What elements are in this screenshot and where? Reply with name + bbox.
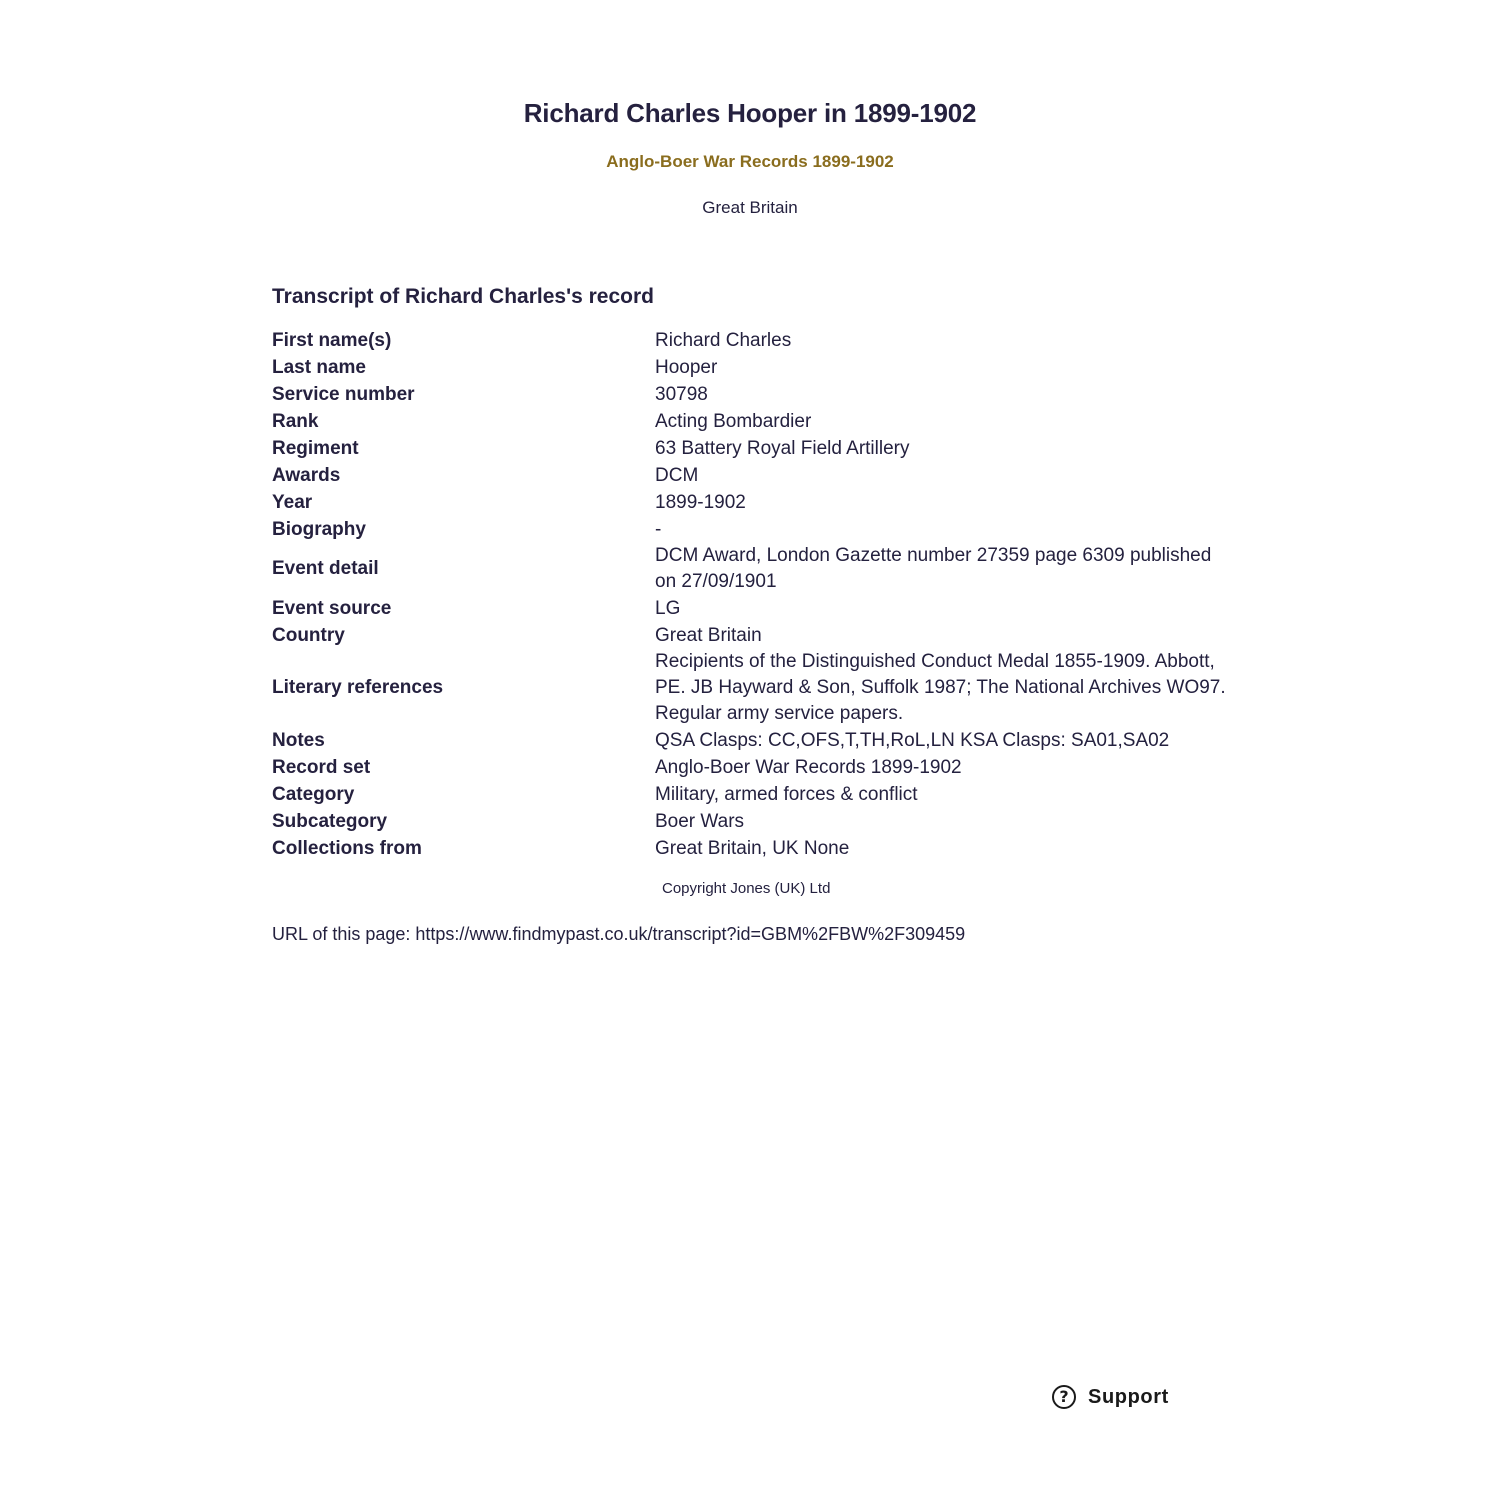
table-row [272,543,1232,595]
table-row [272,381,1232,408]
field-label: Year [272,491,313,513]
field-value: DCM [655,464,699,486]
field-label: Event source [272,597,392,619]
field-value: LG [655,597,681,619]
table-row [272,835,1232,862]
field-value: Recipients of the Distinguished Conduct Medal 1855-1909. Abbott, PE. JB Hayward & Son, Suffolk 1987; The National Archives WO97. Regular army service papers. [655,651,1226,724]
table-row [272,516,1232,543]
field-value: - [655,518,662,540]
field-value: Acting Bombardier [655,410,812,432]
field-value: Richard Charles [655,329,792,351]
table-row [272,754,1232,781]
page-title: Richard Charles Hooper in 1899-1902 [523,98,977,128]
table-row [272,462,1232,489]
field-value: Great Britain, UK None [655,837,850,859]
field-label: Notes [272,729,325,751]
support-button[interactable] [1052,1385,1169,1409]
transcript-table [272,327,1232,862]
table-row [272,727,1232,754]
field-label: Service number [272,383,415,405]
field-label: Last name [272,356,366,378]
field-value: Great Britain [655,624,762,646]
table-row [272,622,1232,649]
field-value: Military, armed forces & conflict [655,783,918,805]
field-value: Anglo-Boer War Records 1899-1902 [655,756,962,778]
table-row [272,649,1232,727]
field-label: Rank [272,410,319,432]
table-row [272,327,1232,354]
table-row [272,408,1232,435]
field-label: Country [272,624,345,646]
field-value: Hooper [655,356,718,378]
field-label: Record set [272,756,371,778]
transcript-heading: Transcript of Richard Charles's record [272,285,654,308]
table-row [272,781,1232,808]
record-country: Great Britain [702,198,798,217]
page-url: URL of this page: https://www.findmypast.co.uk/transcript?id=GBM%2FBW%2F309459 [272,924,966,944]
field-label: Biography [272,518,366,540]
field-label: First name(s) [272,329,392,351]
field-value: 1899-1902 [655,491,746,513]
field-value: Boer Wars [655,810,745,832]
field-label: Event detail [272,558,379,579]
support-label: Support [1088,1385,1169,1408]
field-label: Literary references [272,677,444,698]
field-label: Regiment [272,437,359,459]
help-circle-icon: ? [1052,1385,1076,1409]
table-row [272,435,1232,462]
field-label: Category [272,783,355,805]
field-value: DCM Award, London Gazette number 27359 page 6309 published on 27/09/1901 [655,545,1212,592]
field-label: Awards [272,464,341,486]
field-value: 30798 [655,383,708,405]
record-set-subtitle: Anglo-Boer War Records 1899-1902 [606,152,894,171]
field-label: Subcategory [272,810,388,832]
copyright-notice: Copyright Jones (UK) Ltd [662,880,831,897]
table-row [272,808,1232,835]
table-row [272,595,1232,622]
table-row [272,354,1232,381]
table-row [272,489,1232,516]
field-label: Collections from [272,837,422,859]
field-value: 63 Battery Royal Field Artillery [655,437,910,459]
field-value: QSA Clasps: CC,OFS,T,TH,RoL,LN KSA Clasps: SA01,SA02 [655,729,1170,751]
